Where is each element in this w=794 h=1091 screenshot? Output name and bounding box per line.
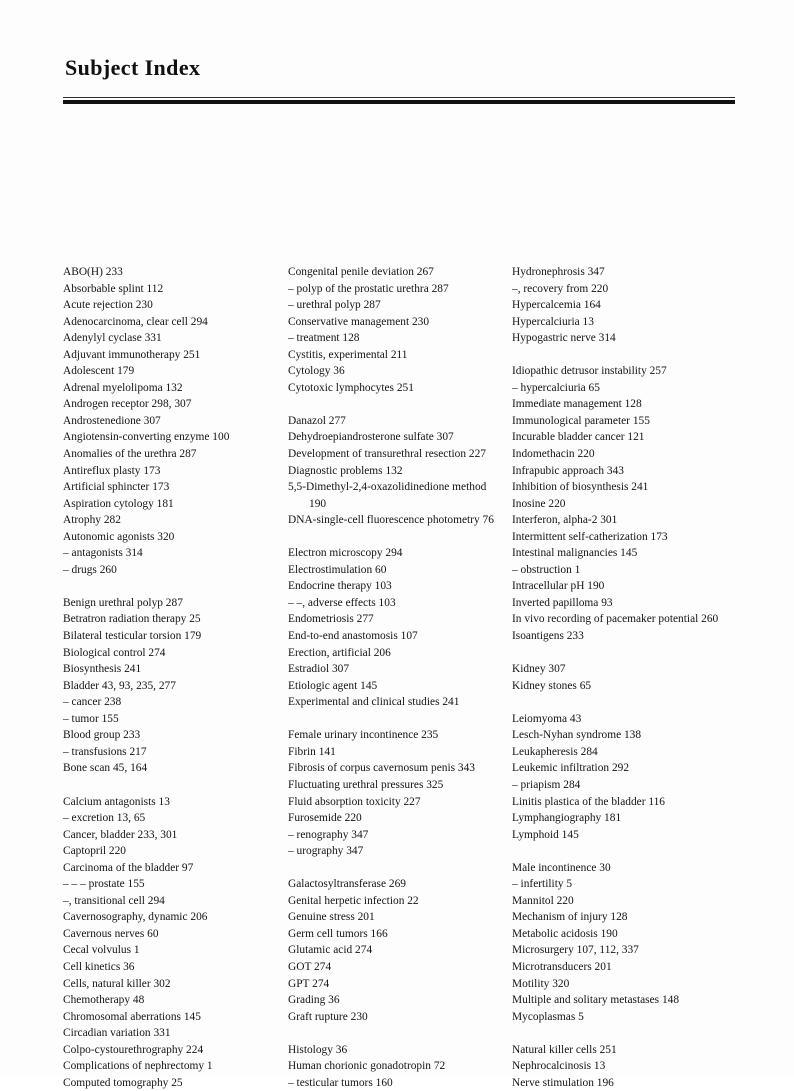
index-entry: Cells, natural killer 302 <box>63 977 171 990</box>
index-entry: Inosine 220 <box>512 497 566 510</box>
entry-group-gap <box>288 396 512 413</box>
index-entry: Grading 36 <box>288 994 340 1007</box>
index-entry: – antagonists 314 <box>63 547 143 560</box>
index-entry: Antireflux plasty 173 <box>63 464 161 477</box>
heading-rule-thin <box>63 97 735 98</box>
index-entry: Hypercalciuria 13 <box>512 315 594 328</box>
index-entry: Biological control 274 <box>63 646 166 659</box>
index-entry: Metabolic acidosis 190 <box>512 927 618 940</box>
index-entry: Motility 320 <box>512 977 570 990</box>
index-entry: Linitis plastica of the bladder 116 <box>512 795 665 808</box>
entry-group-gap <box>288 1025 512 1042</box>
index-entry: Erection, artificial 206 <box>288 646 391 659</box>
index-entry: Nerve stimulation 196 <box>512 1076 614 1089</box>
index-entry: Captopril 220 <box>63 845 126 858</box>
index-entry: Blood group 233 <box>63 729 141 742</box>
index-entry: 5,5-Dimethyl-2,4-oxazolidinedione method <box>288 481 487 494</box>
index-entry: Anomalies of the urethra 287 <box>63 448 197 461</box>
index-entry: Artificial sphincter 173 <box>63 481 170 494</box>
index-entry: Diagnostic problems 132 <box>288 464 403 477</box>
entry-group-gap <box>288 711 512 728</box>
index-entry: Female urinary incontinence 235 <box>288 729 439 742</box>
index-entry: Cavernous nerves 60 <box>63 927 159 940</box>
index-entry: Cytotoxic lymphocytes 251 <box>288 381 414 394</box>
entry-group-gap <box>512 645 753 662</box>
index-entry: – – – prostate 155 <box>63 878 145 891</box>
index-entry: Kidney 307 <box>512 663 566 676</box>
index-column-1 <box>63 264 288 1091</box>
index-entry: Aspiration cytology 181 <box>63 497 174 510</box>
index-entry: Fibrin 141 <box>288 745 336 758</box>
index-entry: – testicular tumors 160 <box>288 1076 393 1089</box>
index-entry: Mycoplasmas 5 <box>512 1010 584 1023</box>
index-entry: Hypogastric nerve 314 <box>512 332 616 345</box>
entry-group-gap <box>512 843 753 860</box>
index-entry: Glutamic acid 274 <box>288 944 373 957</box>
index-entry: Adolescent 179 <box>63 365 135 378</box>
index-entry: – cancer 238 <box>63 696 122 709</box>
index-entry: Autonomic agonists 320 <box>63 530 175 543</box>
entry-group-gap <box>288 529 512 546</box>
index-entry: Cell kinetics 36 <box>63 960 135 973</box>
index-entry: – tumor 155 <box>63 712 119 725</box>
index-entry: Intracellular pH 190 <box>512 580 605 593</box>
entry-group-gap <box>512 694 753 711</box>
index-entry: Endocrine therapy 103 <box>288 580 392 593</box>
index-entry: Leukapheresis 284 <box>512 745 598 758</box>
index-entry: – transfusions 217 <box>63 745 147 758</box>
index-entry: – urethral polyp 287 <box>288 299 381 312</box>
heading-rules <box>63 97 735 106</box>
index-entry: Experimental and clinical studies 241 <box>288 696 460 709</box>
index-entry: Electrostimulation 60 <box>288 563 387 576</box>
index-entry: Adenylyl cyclase 331 <box>63 332 162 345</box>
index-entry: Computed tomography 25 <box>63 1076 183 1089</box>
index-entry: Atrophy 282 <box>63 514 121 527</box>
index-entry: Kidney stones 65 <box>512 679 592 692</box>
index-entry: GPT 274 <box>288 977 330 990</box>
index-entry: Fluid absorption toxicity 227 <box>288 795 421 808</box>
index-entry: Lesch-Nyhan syndrome 138 <box>512 729 642 742</box>
index-entry: Bilateral testicular torsion 179 <box>63 630 202 643</box>
index-entry: Cecal volvulus 1 <box>63 944 140 957</box>
index-entry: Bladder 43, 93, 235, 277 <box>63 679 176 692</box>
index-entry: Adrenal myelolipoma 132 <box>63 381 183 394</box>
index-entry: Microsurgery 107, 112, 337 <box>512 944 639 957</box>
index-entry: Chemotherapy 48 <box>63 994 145 1007</box>
index-entry: Carcinoma of the bladder 97 <box>63 861 194 874</box>
index-entry: Angiotensin-converting enzyme 100 <box>63 431 230 444</box>
index-entry: Cytology 36 <box>288 365 345 378</box>
index-entry: Calcium antagonists 13 <box>63 795 170 808</box>
index-entry: Male incontinence 30 <box>512 861 611 874</box>
index-entry: Histology 36 <box>288 1043 348 1056</box>
index-entry: Inhibition of biosynthesis 241 <box>512 481 649 494</box>
index-entry: – renography 347 <box>288 828 369 841</box>
index-entry: Biosynthesis 241 <box>63 663 142 676</box>
index-entry: Galactosyltransferase 269 <box>288 878 406 891</box>
index-entry: – infertility 5 <box>512 878 573 891</box>
index-entry: Danazol 277 <box>288 414 346 427</box>
index-entry: Inverted papilloma 93 <box>512 596 613 609</box>
index-entry: Adenocarcinoma, clear cell 294 <box>63 315 208 328</box>
index-entry: – –, adverse effects 103 <box>288 596 396 609</box>
index-entry: Intermittent self-catherization 173 <box>512 530 668 543</box>
index-entry: Lymphoid 145 <box>512 828 579 841</box>
index-entry: DNA-single-cell fluorescence photometry 76 <box>288 514 494 527</box>
index-entry: Isoantigens 233 <box>512 630 584 643</box>
index-entry: – drugs 260 <box>63 563 117 576</box>
index-entry: Complications of nephrectomy 1 <box>63 1060 213 1073</box>
index-entry: Germ cell tumors 166 <box>288 927 388 940</box>
index-entry: Acute rejection 230 <box>63 299 153 312</box>
page-title: Subject Index <box>65 55 201 80</box>
index-entry: Cavernosography, dynamic 206 <box>63 911 208 924</box>
index-entry: In vivo recording of pacemaker potential 260 <box>512 613 719 626</box>
index-entry: Human chorionic gonadotropin 72 <box>288 1060 446 1073</box>
index-entry-continuation: 190 <box>309 497 327 510</box>
index-entry: Immunological parameter 155 <box>512 414 650 427</box>
index-entry: Infrapubic approach 343 <box>512 464 624 477</box>
index-entry: Cystitis, experimental 211 <box>288 348 408 361</box>
index-entry: Electron microscopy 294 <box>288 547 403 560</box>
index-entry: GOT 274 <box>288 960 332 973</box>
index-columns <box>63 264 753 1091</box>
index-entry: – priapism 284 <box>512 778 581 791</box>
index-entry: Mannitol 220 <box>512 894 574 907</box>
index-entry: Congenital penile deviation 267 <box>288 266 434 278</box>
heading-rule-thick <box>63 100 735 104</box>
index-entry: Absorbable splint 112 <box>63 282 164 295</box>
index-entry: Interferon, alpha-2 301 <box>512 514 618 527</box>
index-entry: Fluctuating urethral pressures 325 <box>288 778 444 791</box>
index-entry: Development of transurethral resection 227 <box>288 448 487 461</box>
index-entry: Androgen receptor 298, 307 <box>63 398 192 411</box>
index-entry: Benign urethral polyp 287 <box>63 596 183 609</box>
entry-group-gap <box>288 860 512 877</box>
index-column-3 <box>512 264 753 1091</box>
index-entry: Immediate management 128 <box>512 398 642 411</box>
index-entry: – excretion 13, 65 <box>63 812 146 825</box>
index-entry: Graft rupture 230 <box>288 1010 368 1023</box>
index-entry: Betratron radiation therapy 25 <box>63 613 201 626</box>
index-entry: Hydronephrosis 347 <box>512 266 605 278</box>
index-entry: Intestinal malignancies 145 <box>512 547 638 560</box>
index-entry: Mechanism of injury 128 <box>512 911 628 924</box>
index-entry: Dehydroepiandrosterone sulfate 307 <box>288 431 454 444</box>
index-entry: ABO(H) 233 <box>63 266 123 278</box>
index-entry: – polyp of the prostatic urethra 287 <box>288 282 449 295</box>
index-entry: Etiologic agent 145 <box>288 679 378 692</box>
index-entry: Conservative management 230 <box>288 315 430 328</box>
entry-group-gap <box>63 777 288 794</box>
index-entry: Microtransducers 201 <box>512 960 612 973</box>
index-entry: Multiple and solitary metastases 148 <box>512 994 680 1007</box>
index-entry: Leukemic infiltration 292 <box>512 762 630 775</box>
index-entry: Idiopathic detrusor instability 257 <box>512 365 667 378</box>
index-entry: Adjuvant immunotherapy 251 <box>63 348 201 361</box>
index-entry: – obstruction 1 <box>512 563 581 576</box>
index-entry: Natural killer cells 251 <box>512 1043 617 1056</box>
index-entry: Genuine stress 201 <box>288 911 375 924</box>
entry-group-gap <box>512 347 753 364</box>
index-entry: Genital herpetic infection 22 <box>288 894 419 907</box>
page-heading <box>63 56 735 106</box>
index-entry: End-to-end anastomosis 107 <box>288 630 418 643</box>
index-entry: Furosemide 220 <box>288 812 362 825</box>
index-entry: Lymphangiography 181 <box>512 812 622 825</box>
index-entry: – treatment 128 <box>288 332 360 345</box>
index-entry: –, transitional cell 294 <box>63 894 165 907</box>
index-entry: Cancer, bladder 233, 301 <box>63 828 178 841</box>
index-entry: Androstenedione 307 <box>63 414 161 427</box>
index-entry: – urography 347 <box>288 845 364 858</box>
index-entry: Fibrosis of corpus cavernosum penis 343 <box>288 762 475 775</box>
index-column-2 <box>288 264 512 1091</box>
entry-group-gap <box>63 578 288 595</box>
index-entry: Nephrocalcinosis 13 <box>512 1060 606 1073</box>
index-entry: – hypercalciuria 65 <box>512 381 600 394</box>
index-entry: –, recovery from 220 <box>512 282 609 295</box>
index-entry: Incurable bladder cancer 121 <box>512 431 645 444</box>
index-entry: Leiomyoma 43 <box>512 712 582 725</box>
index-entry: Endometriosis 277 <box>288 613 374 626</box>
index-entry: Bone scan 45, 164 <box>63 762 148 775</box>
entry-group-gap <box>512 1025 753 1042</box>
index-entry: Hypercalcemia 164 <box>512 299 601 312</box>
index-entry: Estradiol 307 <box>288 663 350 676</box>
index-entry: Circadian variation 331 <box>63 1027 171 1040</box>
index-entry: Chromosomal aberrations 145 <box>63 1010 201 1023</box>
index-entry: Colpo-cystourethrography 224 <box>63 1043 204 1056</box>
index-entry: Indomethacin 220 <box>512 448 595 461</box>
